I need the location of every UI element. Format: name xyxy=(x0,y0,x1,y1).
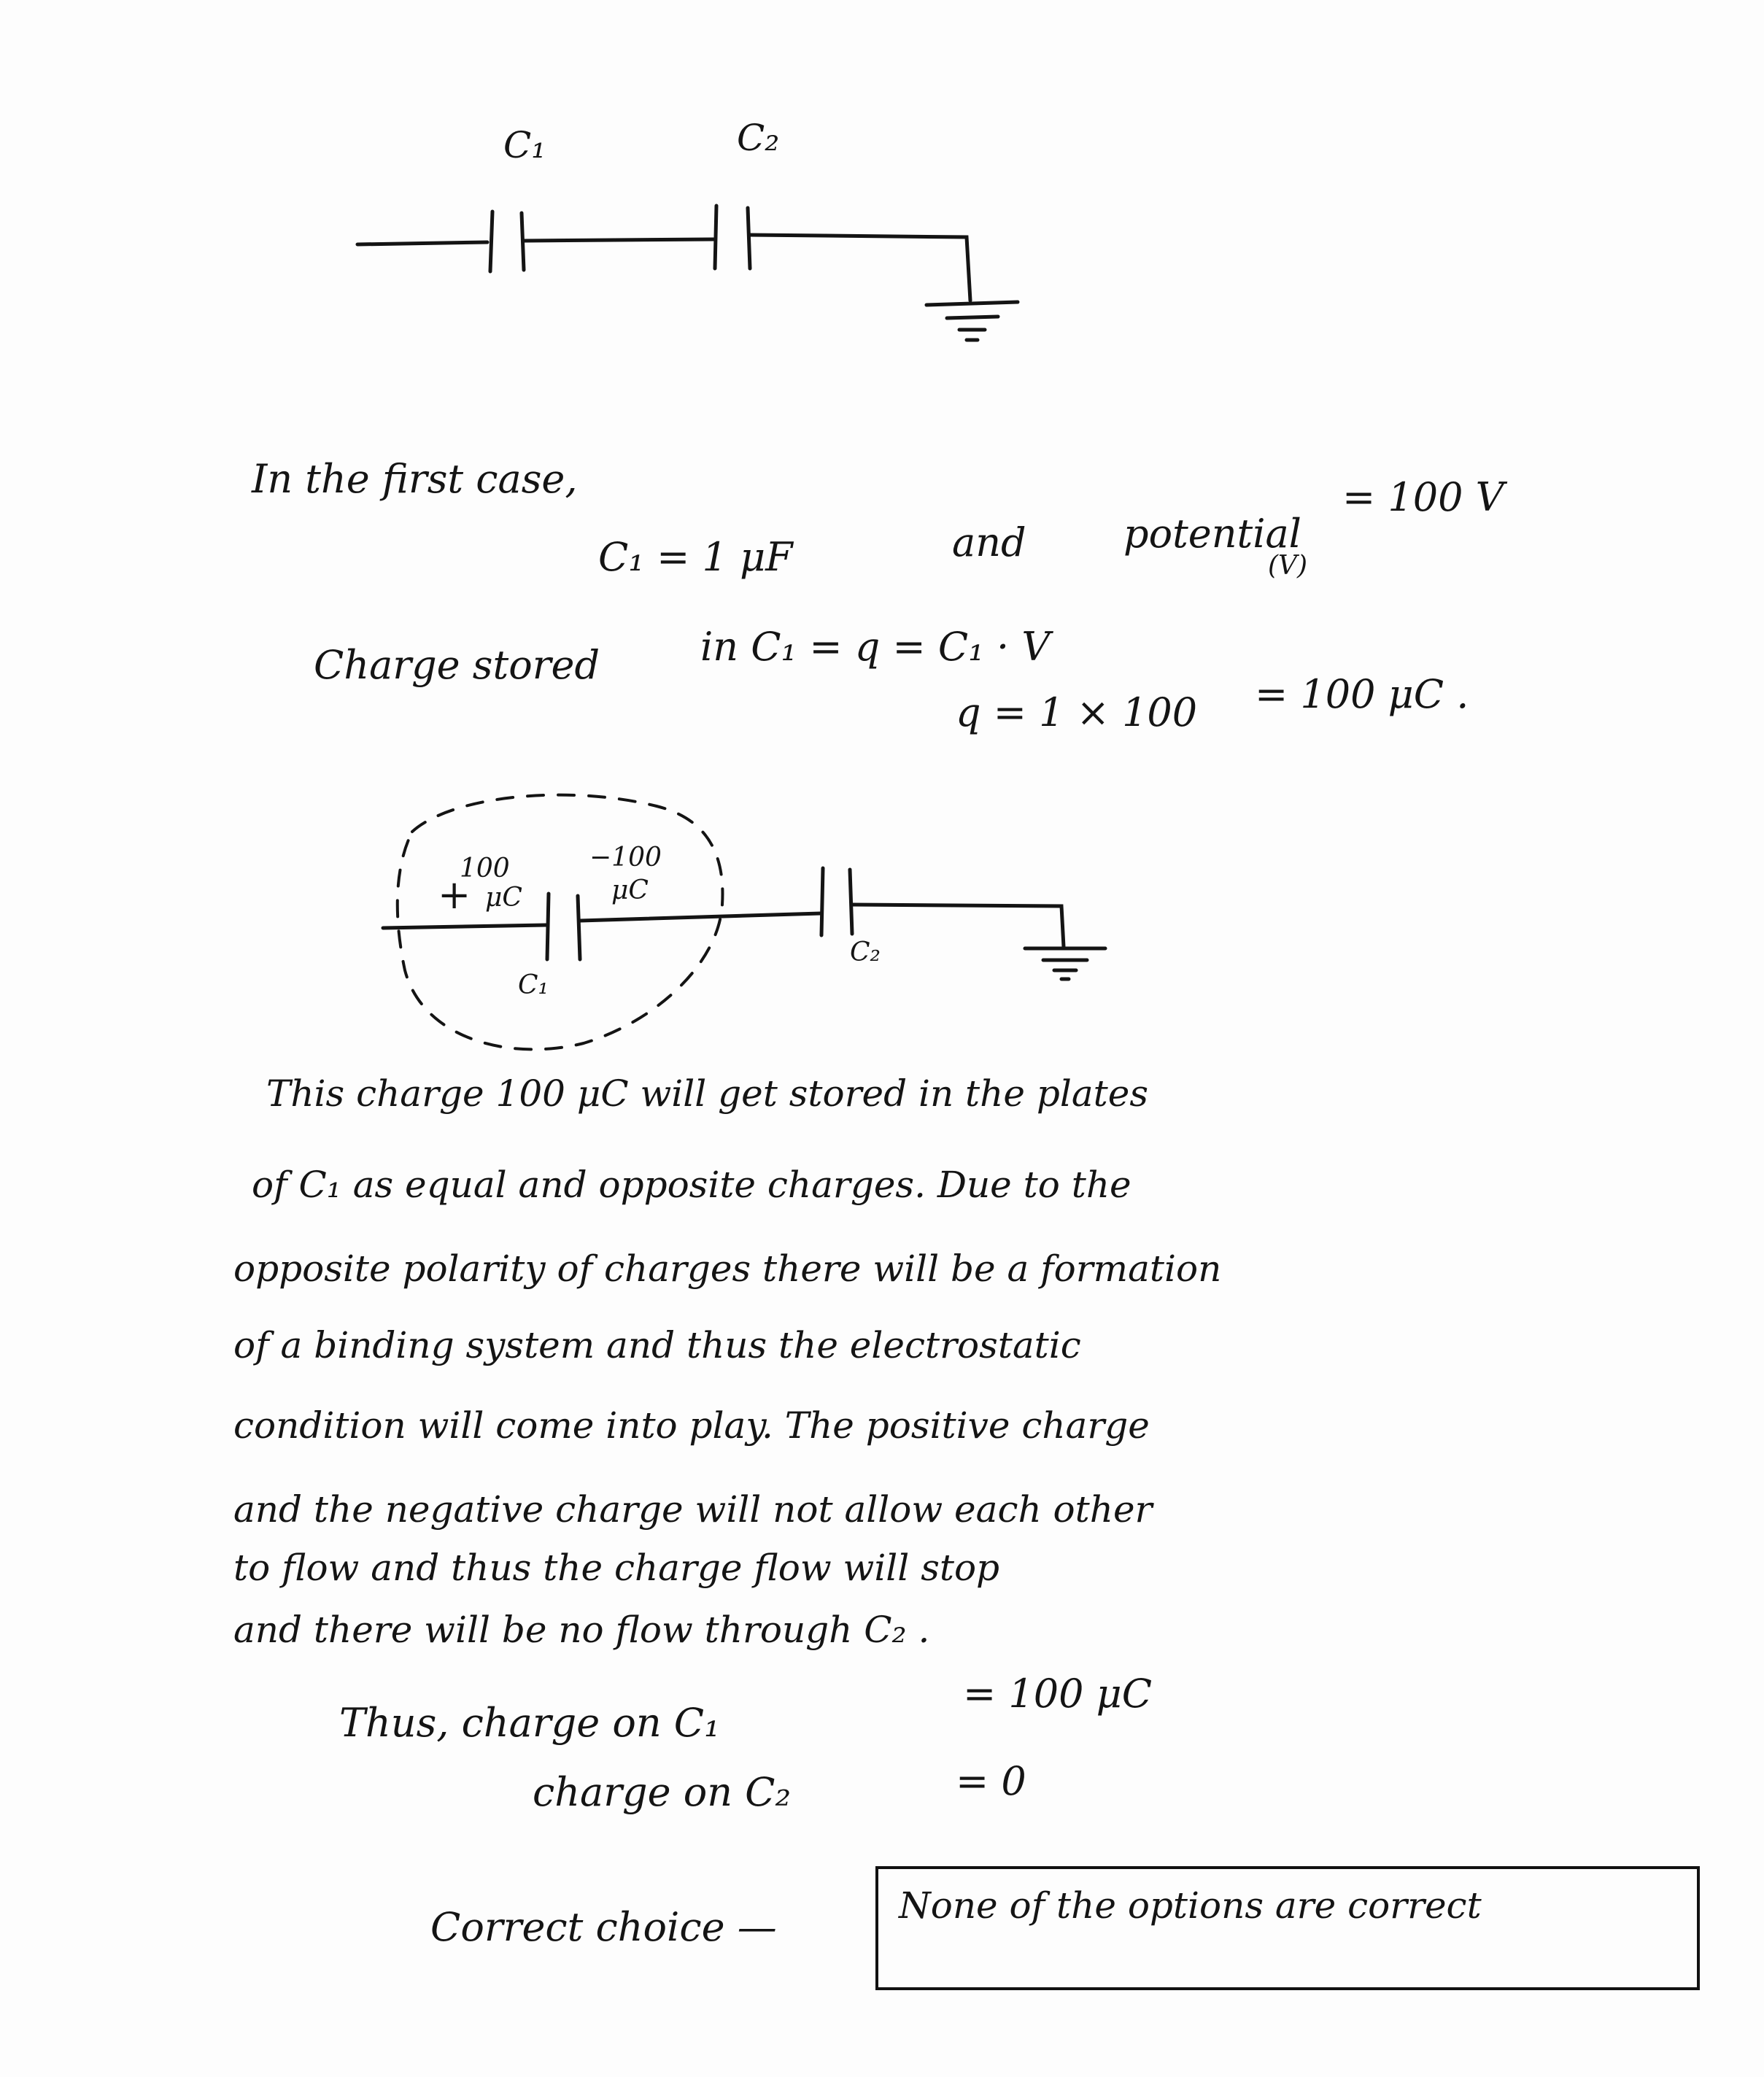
wire xyxy=(580,913,821,921)
diagram1-c1-label: C₁ xyxy=(503,124,546,166)
potential-symbol: (V) xyxy=(1268,551,1308,581)
diagram1-c2-label: C₂ xyxy=(737,117,780,159)
charge-c2-value: = 0 xyxy=(956,1758,1026,1804)
explanation-line: opposite polarity of charges there will be a formation xyxy=(233,1248,1222,1290)
potential-value: = 100 V xyxy=(1342,474,1504,520)
correct-choice-label: Correct choice — xyxy=(430,1904,777,1950)
c2-plate-left xyxy=(821,868,823,935)
potential-label: potential xyxy=(1123,511,1301,557)
charge-c1-label: Thus, charge on C₁ xyxy=(339,1700,720,1746)
wire xyxy=(852,905,1064,947)
c1-plate-left xyxy=(547,894,549,959)
answer-text: None of the options are correct xyxy=(899,1884,1482,1927)
plus-charge-unit: μC xyxy=(485,883,522,913)
explanation-line: condition will come into play. The positive charge xyxy=(233,1404,1150,1447)
c1-value: C₁ = 1 μF xyxy=(598,534,793,580)
diagram2-c1-label: C₁ xyxy=(518,970,549,1000)
and-text: and xyxy=(952,519,1026,565)
explanation-line: of C₁ as equal and opposite charges. Due to the xyxy=(252,1164,1131,1206)
charge-substitution: q = 1 × 100 xyxy=(956,689,1198,735)
charge-c2-label: charge on C₂ xyxy=(533,1769,792,1815)
plus-charge-value: 100 xyxy=(460,854,510,883)
explanation-line: and the negative charge will not allow each other xyxy=(233,1488,1153,1531)
charge-equation: in C₁ = q = C₁ · V xyxy=(700,624,1051,670)
charge-c1-value: = 100 μC xyxy=(963,1671,1153,1717)
explanation-line: and there will be no flow through C₂ . xyxy=(233,1609,930,1651)
intro-text: In the first case, xyxy=(252,456,578,502)
c1-plate-right xyxy=(578,896,580,959)
charge-result: = 100 μC . xyxy=(1255,671,1469,717)
charge-label: Charge stored xyxy=(314,642,600,688)
minus-charge-unit: μC xyxy=(611,875,649,905)
dashed-enclosure xyxy=(398,795,723,1050)
wire xyxy=(383,925,546,928)
explanation-line: to flow and thus the charge flow will stop xyxy=(233,1547,1000,1589)
minus-charge-value: −100 xyxy=(589,843,662,873)
plus-sign: + xyxy=(438,872,471,918)
diagram2-c2-label: C₂ xyxy=(850,937,881,967)
explanation-line: of a binding system and thus the electrostatic xyxy=(233,1324,1081,1366)
explanation-line: This charge 100 μC will get stored in the plates xyxy=(266,1072,1148,1115)
c2-plate-right xyxy=(850,870,852,934)
